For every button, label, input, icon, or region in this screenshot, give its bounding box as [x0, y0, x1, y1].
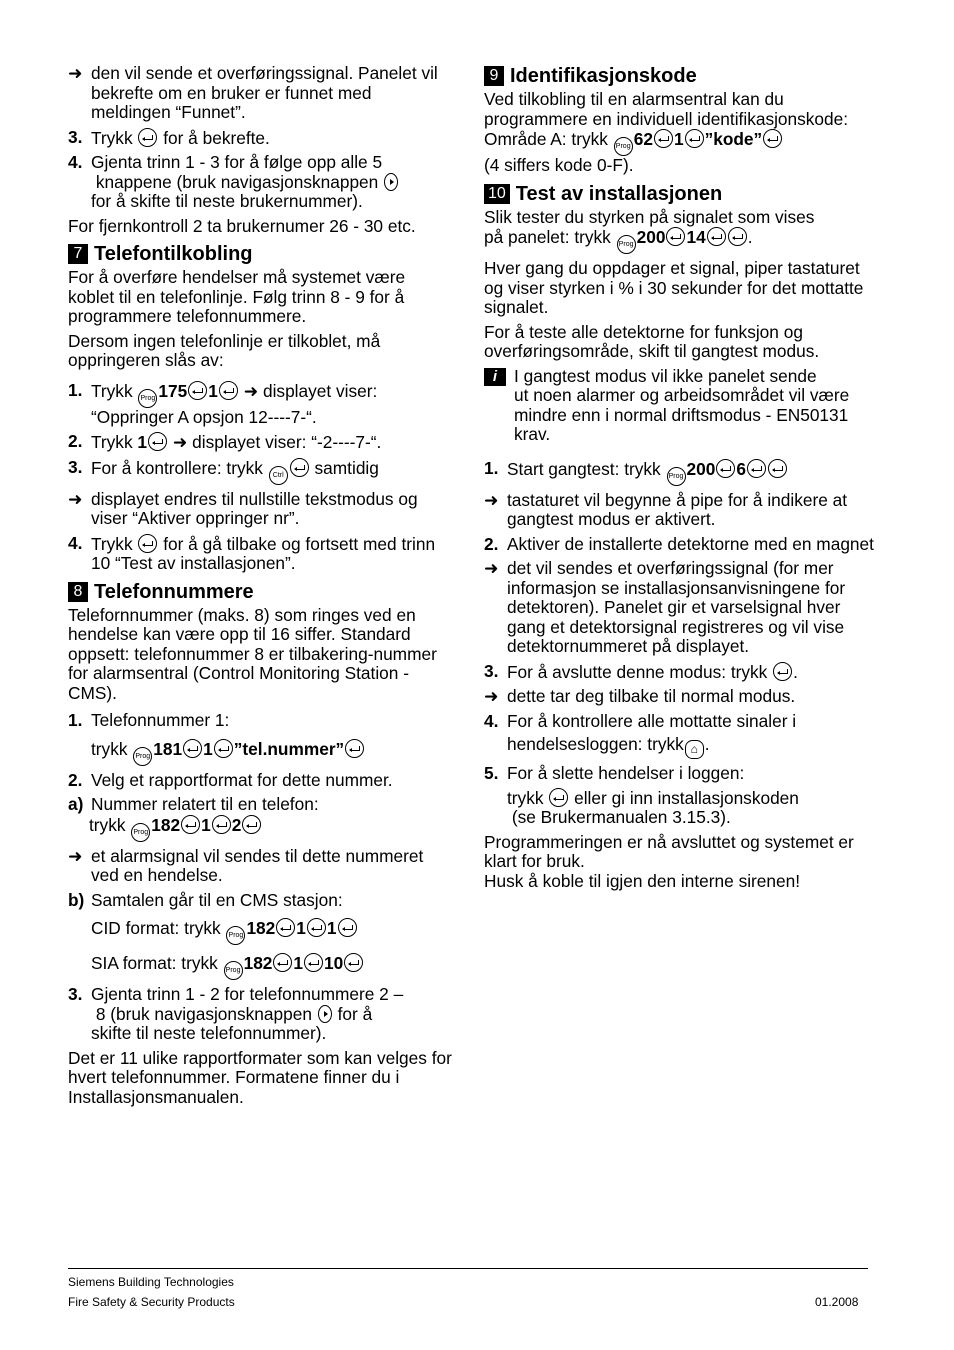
paragraph: For fjernkontroll 2 ta brukernumer 26 - 30 etc.	[68, 215, 416, 236]
enter-key-icon	[685, 129, 704, 148]
step-4: 4. Trykk for å gå tilbake og fortsett med trinn 10 “Test av installasjonen”.	[68, 532, 436, 573]
enter-key-icon	[666, 227, 685, 246]
enter-key-icon	[148, 432, 167, 451]
paragraph: Telefornnummer (maks. 8) som ringes ved en hendelse kan være opp til 16 siffer. Standard oppsett: telefonnummer 8 er tilbakering-nummer for alarmsentral (Control Monitoring Station - CMS).	[68, 604, 437, 703]
arrow-icon: ➜	[243, 380, 259, 401]
enter-key-icon	[307, 918, 326, 937]
paragraph: Hver gang du oppdager et signal, piper tastaturet og viser styrken i % i 30 sekunder for det mottatte signalet.	[484, 258, 864, 317]
paragraph: Dersom ingen telefonlinje er tilkoblet, må oppringeren slås av:	[68, 330, 381, 370]
arrow-note: ➜ et alarmsignal vil sendes til dette nummeret ved en hendelse.	[68, 845, 424, 885]
enter-key-icon	[181, 815, 200, 834]
nav-key-icon	[318, 1005, 332, 1023]
footer-date: 01.2008	[815, 1295, 859, 1309]
paragraph: For å teste alle detektorne for funksjon og overføringsområde, skift til gangtest modus.	[484, 321, 820, 361]
section-heading-7	[68, 242, 453, 266]
step-1: 1. Telefonnummer 1: trykk Prog 181 1 ”tel.nummer”	[68, 711, 453, 766]
arrow-icon: ➜	[172, 432, 188, 452]
step-4: 4. Gjenta trinn 1 - 3 for å følge opp alle 5 knappene (bruk navigasjonsknappen for å skifte til neste brukernummer).	[68, 153, 453, 212]
enter-key-icon	[338, 918, 357, 937]
enter-key-icon	[276, 918, 295, 937]
section-title: Identifikasjonskode	[510, 65, 697, 87]
paragraph: Husk å koble til igjen den interne sirenen!	[484, 870, 801, 891]
arrow-note: ➜ det vil sendes et overføringssignal (for mer informasjon se installasjonsanvisningene for detektoren). Panelet gir et varselsignal hver gang et detektorsignal registreres og vil vise detektornummeret på displayet.	[484, 558, 846, 656]
step-a: a) Nummer relatert til en telefon: trykk Prog 182 1 2	[68, 795, 453, 842]
step-3: 3. For å kontrollere: trykk Ctrl samtidig	[68, 458, 453, 485]
enter-key-icon	[290, 458, 309, 477]
info-note: i I gangtest modus vil ikke panelet sende ut noen alarmer og arbeidsområdet vil være mindre enn i normal driftsmodus - EN50131 krav.	[484, 367, 874, 445]
arrow-icon: ➜	[484, 686, 499, 706]
arrow-note: ➜ displayet endres til nullstille tekstmodus og viser “Aktiver oppringer nr”.	[68, 488, 418, 528]
step-3: 3. Trykk for å bekrefte.	[68, 126, 270, 148]
ctrl-key-icon: Ctrl	[269, 466, 288, 485]
home-key-icon: ⌂	[685, 740, 704, 759]
enter-key-icon	[747, 459, 766, 478]
paragraph: For å overføre hendelser må systemet være koblet til en telefonlinje. Følg trinn 8 - 9 for å programmere telefonnummere.	[68, 267, 406, 326]
enter-key-icon	[273, 953, 292, 972]
step-3: 3. Gjenta trinn 1 - 2 for telefonnummere 2 – 8 (bruk navigasjonsknappen for å skifte til neste telefonnummer).	[68, 984, 404, 1043]
arrow-icon: ➜	[68, 488, 83, 509]
prog-key-icon: Prog	[224, 961, 243, 980]
paragraph: Ved tilkobling til en alarmsentral kan du programmere en individuell identifikasjonskode:	[484, 89, 849, 129]
arrow-icon: ➜	[68, 63, 83, 83]
footer-divider	[68, 1268, 868, 1269]
section-title: Telefonnummere	[94, 580, 254, 603]
prog-key-icon: Prog	[131, 823, 150, 842]
enter-key-icon	[728, 227, 747, 246]
paragraph: Programmeringen er nå avsluttet og systemet er klart for bruk.	[484, 831, 854, 871]
section-heading-10	[484, 182, 874, 206]
section-number: 9	[484, 66, 504, 86]
prog-key-icon: Prog	[133, 747, 152, 766]
arrow-note: ➜ tastaturet vil begynne å pipe for å indikere at gangtest modus er aktivert.	[484, 489, 848, 529]
nav-key-icon	[384, 173, 398, 191]
enter-key-icon	[304, 953, 323, 972]
enter-key-icon	[763, 129, 782, 148]
section-title: Telefontilkobling	[94, 243, 253, 265]
section-number: 8	[68, 582, 88, 602]
paragraph: Slik tester du styrken på signalet som vises på panelet: trykk Prog 200 14 .	[484, 208, 874, 255]
prog-key-icon: Prog	[614, 137, 633, 156]
paragraph: Det er 11 ulike rapportformater som kan velges for hvert telefonnummer. Formatene finner du i Installasjonsmanualen.	[68, 1047, 452, 1107]
step-2: 2. Trykk 1 ➜ displayet viser: “-2----7-“.	[68, 431, 382, 452]
enter-key-icon	[773, 662, 792, 681]
arrow-note: ➜ den vil sende et overføringssignal. Panelet vil bekrefte om en bruker er funnet med meldingen “Funnet”.	[68, 63, 438, 122]
enter-key-icon	[212, 815, 231, 834]
info-icon: i	[484, 368, 506, 386]
enter-key-icon	[242, 815, 261, 834]
step-2: 2. Velg et rapportformat for dette nummer.	[68, 769, 393, 790]
enter-key-icon	[219, 381, 238, 400]
paragraph: Område A: trykk Prog 62 1 ”kode” (4 siffers kode 0-F).	[484, 129, 874, 176]
step-4: 4. For å kontrollere alle mottatte sinaler i hendelsesloggen: trykk ⌂ .	[484, 712, 874, 760]
arrow-icon: ➜	[68, 845, 83, 866]
enter-key-icon	[183, 739, 202, 758]
enter-key-icon	[716, 459, 735, 478]
prog-key-icon: Prog	[617, 235, 636, 254]
section-heading-8	[68, 580, 453, 604]
step-5: 5. For å slette hendelser i loggen: trykk eller gi inn installasjonskoden (se Brukermanualen 3.15.3).	[484, 763, 799, 827]
step-3: 3. For å avslutte denne modus: trykk .	[484, 660, 798, 682]
footer-company: Siemens Building Technologies	[68, 1275, 234, 1289]
step-2: 2. Aktiver de installerte detektorne med en magnet	[484, 533, 874, 554]
footer-division: Fire Safety & Security Products	[68, 1295, 235, 1309]
section-heading-9	[484, 64, 874, 88]
arrow-icon: ➜	[484, 558, 499, 578]
enter-key-icon	[138, 128, 157, 147]
section-title: Test av installasjonen	[515, 182, 723, 205]
arrow-note: ➜ dette tar deg tilbake til normal modus.	[484, 686, 796, 706]
enter-key-icon	[654, 129, 673, 148]
enter-key-icon	[707, 227, 726, 246]
section-number: 7	[68, 244, 88, 264]
step-1: 1. Trykk Prog 175 1 ➜ displayet viser: “Oppringer A opsjon 12----7-“.	[68, 379, 378, 427]
prog-key-icon: Prog	[138, 389, 157, 408]
section-number: 10	[484, 184, 510, 204]
prog-key-icon: Prog	[667, 467, 686, 486]
arrow-icon: ➜	[484, 489, 499, 510]
enter-key-icon	[214, 739, 233, 758]
step-1: 1. Start gangtest: trykk Prog 200 6	[484, 459, 874, 486]
enter-key-icon	[768, 459, 787, 478]
enter-key-icon	[345, 739, 364, 758]
enter-key-icon	[344, 953, 363, 972]
enter-key-icon	[549, 788, 568, 807]
step-b: b) Samtalen går til en CMS stasjon: CID format: trykk Prog 182 1 1 SIA format: trykk Prog 182 1 10	[68, 891, 453, 981]
enter-key-icon	[138, 534, 157, 553]
prog-key-icon: Prog	[226, 926, 245, 945]
left-column	[68, 64, 453, 1112]
enter-key-icon	[188, 381, 207, 400]
right-column	[484, 64, 874, 896]
